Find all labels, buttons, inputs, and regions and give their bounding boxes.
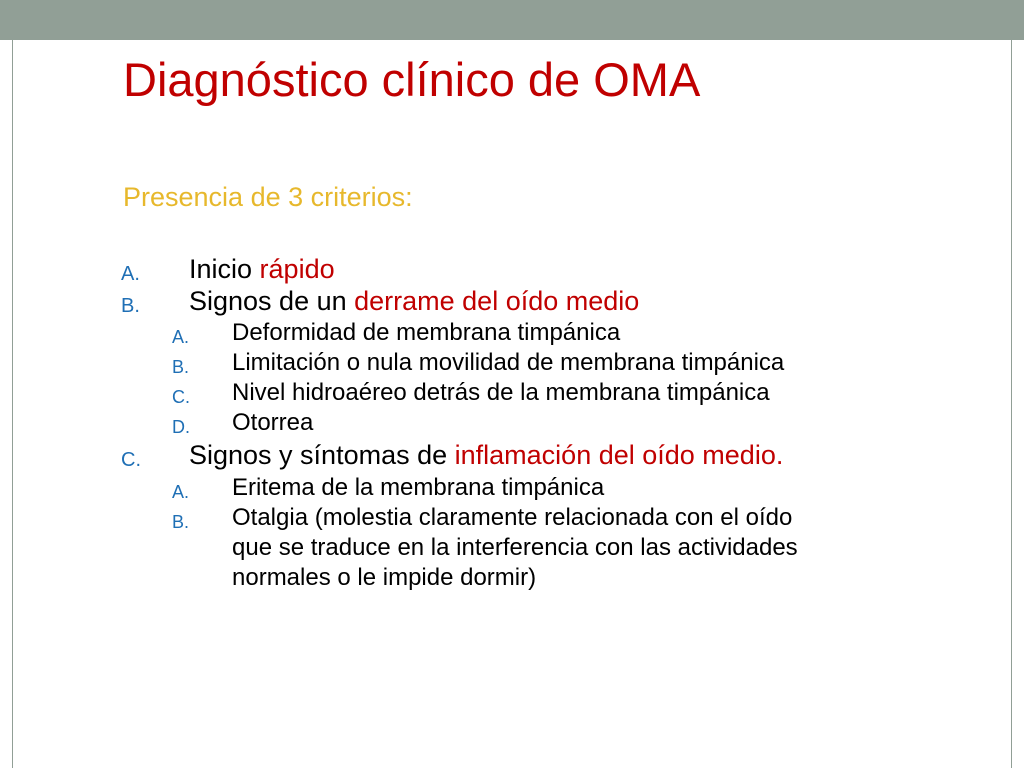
highlight-text: derrame del oído medio — [354, 286, 640, 316]
left-frame-line — [12, 40, 13, 768]
list-marker: B. — [172, 357, 190, 377]
list-marker: A. — [172, 327, 190, 347]
list-marker: A. — [121, 263, 140, 285]
subitem-text: Nivel hidroaéreo detrás de la membrana timpánica — [232, 379, 770, 406]
subitem-text: Limitación o nula movilidad de membrana timpánica — [232, 349, 785, 376]
highlight-text: inflamación del oído medio. — [454, 440, 784, 470]
subitem-text: Otorrea — [232, 409, 314, 436]
list-marker: B. — [121, 295, 140, 317]
right-frame-line — [1011, 40, 1012, 768]
subitem-continuation-line: normales o le impide dormir) — [232, 564, 537, 591]
list-marker: C. — [172, 387, 190, 407]
criterion-text: Signos de un derrame del oído medio — [189, 286, 640, 316]
subitem-text: Deformidad de membrana timpánica — [232, 319, 621, 346]
criterion-text: Inicio rápido — [189, 254, 335, 284]
slide-subtitle: Presencia de 3 criterios: — [123, 182, 413, 212]
highlight-text: rápido — [259, 254, 335, 284]
subitem-continuation-line: que se traduce en la interferencia con las actividades — [232, 534, 798, 561]
subitem-text: Otalgia (molestia claramente relacionada con el oído — [232, 504, 793, 531]
list-marker: B. — [172, 512, 190, 532]
slide-title: Diagnóstico clínico de OMA — [123, 53, 701, 106]
subitem-text: Eritema de la membrana timpánica — [232, 474, 605, 501]
list-marker: C. — [121, 449, 141, 471]
top-band — [0, 0, 1024, 40]
list-marker: A. — [172, 482, 190, 502]
criterion-text: Signos y síntomas de inflamación del oído medio. — [189, 440, 784, 470]
list-marker: D. — [172, 417, 190, 437]
